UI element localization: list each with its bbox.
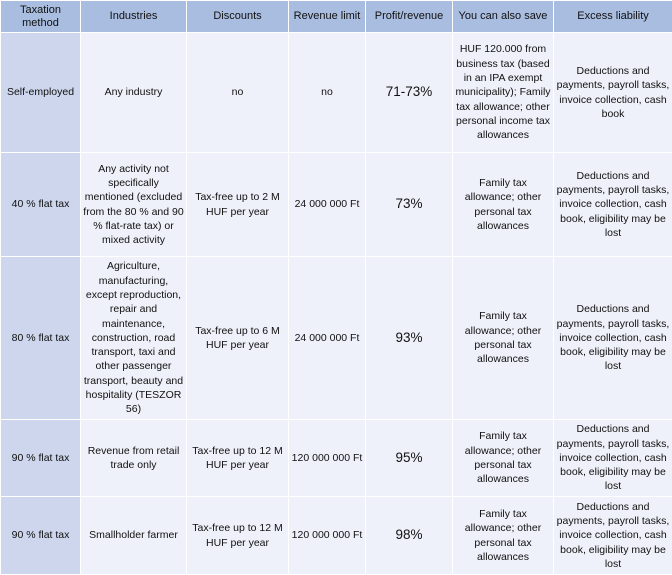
cell-profit-revenue: 73% <box>366 153 453 257</box>
cell-revenue-limit: 120 000 000 Ft <box>289 497 366 575</box>
cell-also-save: HUF 120.000 from business tax (based in an IPA exempt municipality); Family tax allowance; other personal income tax allowances <box>453 33 554 153</box>
header-profit-revenue: Profit/revenue <box>366 1 453 33</box>
cell-revenue-limit: no <box>289 33 366 153</box>
cell-industries: Any activity not specifically mentioned (excluded from the 80 % and 90 % flat-rate tax) or mixed activity <box>81 153 187 257</box>
cell-method: 90 % flat tax <box>1 497 81 575</box>
header-industries: Industries <box>81 1 187 33</box>
header-excess-liability: Excess liability <box>554 1 672 33</box>
cell-method: Self-employed <box>1 33 81 153</box>
cell-also-save: Family tax allowance; other personal tax allowances <box>453 497 554 575</box>
table-row <box>1 420 672 497</box>
cell-method: 90 % flat tax <box>1 420 81 497</box>
cell-discounts: Tax-free up to 6 M HUF per year <box>187 257 289 420</box>
cell-revenue-limit: 24 000 000 Ft <box>289 153 366 257</box>
cell-discounts: Tax-free up to 12 M HUF per year <box>187 420 289 497</box>
header-revenue-limit: Revenue limit <box>289 1 366 33</box>
cell-revenue-limit: 24 000 000 Ft <box>289 257 366 420</box>
cell-also-save: Family tax allowance; other personal tax allowances <box>453 153 554 257</box>
cell-also-save: Family tax allowance; other personal tax allowances <box>453 257 554 420</box>
table-header-row <box>1 1 672 33</box>
table-row <box>1 33 672 153</box>
cell-method: 80 % flat tax <box>1 257 81 420</box>
cell-excess-liability: Deductions and payments, payroll tasks, invoice collection, cash book, eligibility may be lost <box>554 420 672 497</box>
cell-profit-revenue: 71-73% <box>366 33 453 153</box>
cell-industries: Any industry <box>81 33 187 153</box>
cell-excess-liability: Deductions and payments, payroll tasks, invoice collection, cash book, eligibility may be lost <box>554 153 672 257</box>
cell-profit-revenue: 98% <box>366 497 453 575</box>
cell-profit-revenue: 95% <box>366 420 453 497</box>
cell-method: 40 % flat tax <box>1 153 81 257</box>
cell-excess-liability: Deductions and payments, payroll tasks, invoice collection, cash book, eligibility may be lost <box>554 497 672 575</box>
table-row <box>1 257 672 420</box>
header-taxation-method: Taxation method <box>1 1 81 33</box>
cell-discounts: Tax-free up to 12 M HUF per year <box>187 497 289 575</box>
table-row <box>1 153 672 257</box>
cell-revenue-limit: 120 000 000 Ft <box>289 420 366 497</box>
cell-industries: Smallholder farmer <box>81 497 187 575</box>
cell-industries: Agriculture, manufacturing, except reproduction, repair and maintenance, construction, road transport, taxi and other passenger transport, beauty and hospitality (TESZOR 56) <box>81 257 187 420</box>
header-also-save: You can also save <box>453 1 554 33</box>
cell-also-save: Family tax allowance; other personal tax allowances <box>453 420 554 497</box>
cell-discounts: no <box>187 33 289 153</box>
cell-excess-liability: Deductions and payments, payroll tasks, invoice collection, cash book, eligibility may be lost <box>554 257 672 420</box>
cell-discounts: Tax-free up to 2 M HUF per year <box>187 153 289 257</box>
cell-excess-liability: Deductions and payments, payroll tasks, invoice collection, cash book <box>554 33 672 153</box>
header-discounts: Discounts <box>187 1 289 33</box>
table-row <box>1 497 672 575</box>
cell-profit-revenue: 93% <box>366 257 453 420</box>
cell-industries: Revenue from retail trade only <box>81 420 187 497</box>
